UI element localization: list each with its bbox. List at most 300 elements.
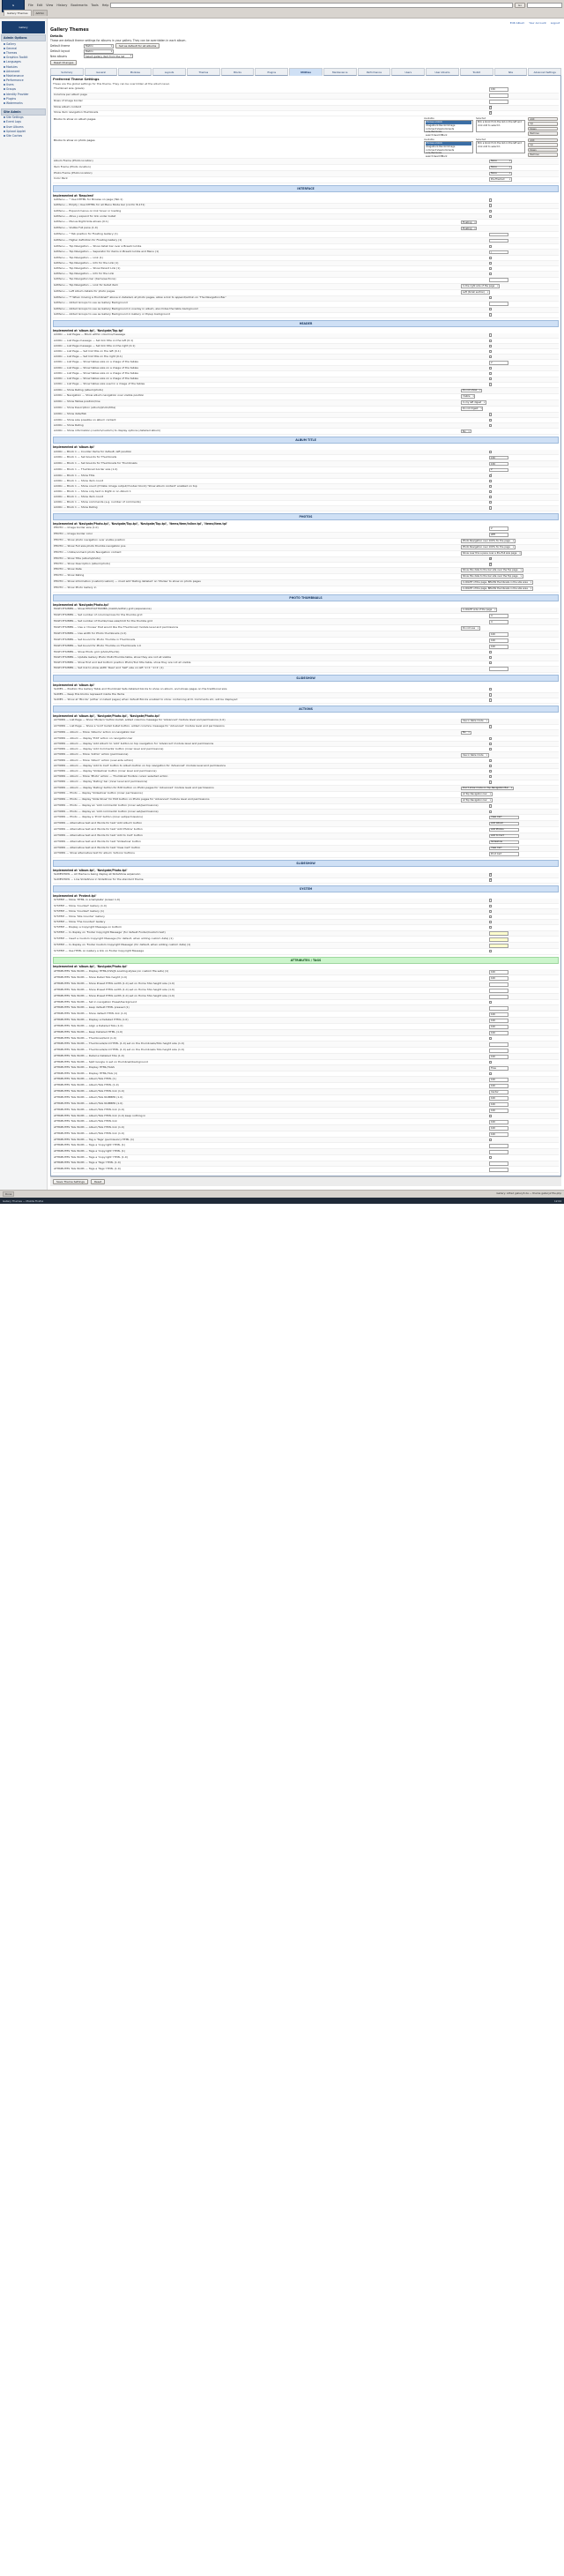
setting-label: MULTI-THUMBS — Set number of columns/rows for the thumbs grid	[54, 613, 143, 617]
setting-select[interactable]: Don't show mode on Top Navigation Bar ▾	[461, 787, 514, 791]
menu-tools[interactable]: Tools	[91, 3, 99, 7]
setting-value	[489, 333, 558, 336]
setting-select[interactable]: Floating ▾	[461, 227, 477, 231]
tab-general[interactable]: General	[85, 68, 118, 75]
setting-row	[53, 284, 559, 290]
option-item-links[interactable]: core.ItemLinks	[426, 152, 442, 155]
setting-input[interactable]: 100	[489, 1084, 508, 1088]
album-blocks-label: Blocks to show on album pages	[54, 116, 96, 121]
sidebar-item-label: Modules	[6, 64, 18, 69]
setting-input[interactable]	[489, 982, 508, 987]
tab-toolkit[interactable]: Toolkit	[460, 68, 494, 75]
setting-input[interactable]: /	[489, 250, 508, 255]
setting-checkbox[interactable]	[489, 506, 492, 509]
setting-checkbox[interactable]	[489, 804, 492, 807]
setting-input[interactable]: Slideshow	[489, 840, 519, 845]
show-album-content-checkbox[interactable]	[489, 106, 492, 108]
setting-checkbox[interactable]	[489, 424, 492, 427]
browser-menu[interactable]	[26, 4, 108, 7]
setting-checkbox[interactable]	[489, 651, 492, 653]
sidebar-item-watermarks[interactable]	[1, 101, 46, 105]
setting-input[interactable]: Tiles	[489, 1066, 508, 1071]
setting-row	[53, 93, 559, 100]
setting-select[interactable]: Floating ▾	[461, 220, 477, 225]
setting-checkbox[interactable]	[489, 215, 492, 218]
remove-block-button[interactable]: Remove	[528, 131, 558, 136]
bullet-icon	[4, 131, 5, 132]
rows-image-border-input[interactable]	[489, 100, 508, 104]
setting-input[interactable]: 100	[489, 638, 508, 643]
setting-value	[489, 1025, 558, 1029]
menu-bookmarks[interactable]: Bookmarks	[70, 3, 88, 7]
setting-value	[461, 574, 558, 579]
save-theme-settings-button[interactable]: Save Theme Settings	[53, 1179, 88, 1184]
setting-checkbox[interactable]	[489, 245, 492, 248]
setting-value[interactable]	[489, 87, 558, 92]
tab-utilities[interactable]: Utilities	[289, 68, 323, 75]
setting-label: ACTIONS — Album — display 'Add Album' to 'Add' button on top navigation for 'Advanced' module level and permissions	[54, 741, 214, 745]
setting-input[interactable]: 100	[489, 976, 508, 981]
setting-input[interactable]: 100	[489, 1126, 508, 1131]
address-bar[interactable]	[110, 3, 513, 8]
setting-input[interactable]: 100	[489, 970, 508, 974]
setting-input[interactable]: 100	[489, 645, 508, 649]
item-frame-select[interactable]: None ▾	[489, 166, 512, 170]
setting-value[interactable]	[489, 93, 558, 98]
setting-checkbox[interactable]	[489, 262, 492, 265]
setting-select[interactable]: Do not show ▾	[461, 389, 482, 393]
setting-select[interactable]: Visible ▾	[461, 394, 475, 399]
setting-input[interactable]	[489, 931, 508, 936]
tab-blocks[interactable]: Blocks	[221, 68, 255, 75]
setting-select[interactable]: Use in table mode ▾	[461, 719, 489, 723]
setting-input[interactable]: 100	[489, 632, 508, 637]
setting-input[interactable]	[489, 937, 508, 942]
setting-checkbox[interactable]	[489, 313, 492, 316]
setting-value	[461, 545, 558, 549]
setting-row	[53, 551, 559, 557]
album-frame-select[interactable]: None ▾	[489, 160, 512, 164]
setting-checkbox[interactable]	[489, 1115, 492, 1117]
setting-input[interactable]	[489, 1006, 508, 1011]
setting-input[interactable]	[489, 278, 508, 282]
setting-select[interactable]: In my left digest ▾	[461, 400, 486, 405]
move-up-button[interactable]: Up	[528, 143, 558, 147]
setting-checkbox[interactable]	[489, 693, 492, 696]
setting-value	[489, 632, 558, 637]
setting-value	[489, 1012, 558, 1017]
tab-user-albums[interactable]: User Albums	[426, 68, 459, 75]
setting-value	[489, 828, 558, 833]
setting-input[interactable]: 100	[489, 1025, 508, 1029]
setting-label: G2Menu — Left Album details for photo pages	[54, 289, 115, 294]
option-view-comments[interactable]: comment.ViewComments	[426, 148, 455, 152]
setting-select[interactable]: Left (Small section) ▾	[461, 290, 490, 295]
setting-value	[489, 485, 558, 488]
bullet-icon	[4, 66, 5, 68]
option-item-links[interactable]: core.ItemLinks	[426, 131, 442, 134]
setting-value	[489, 496, 558, 498]
setting-input[interactable]: Print Cart	[489, 852, 519, 856]
browser-tab-gallery-themes[interactable]: Gallery Themes	[4, 10, 32, 16]
setting-input[interactable]: 100	[489, 1132, 508, 1137]
setting-input[interactable]: 4	[489, 614, 508, 618]
setting-input[interactable]: 2	[489, 526, 508, 531]
setting-input[interactable]: 150	[489, 462, 508, 467]
setting-checkbox[interactable]	[489, 656, 492, 659]
reset-changes-button[interactable]: Reset Changes	[50, 60, 77, 65]
setting-input[interactable]	[489, 239, 508, 243]
move-up-button[interactable]: Up	[528, 122, 558, 126]
tab-site[interactable]: Site	[494, 68, 528, 75]
setting-input[interactable]	[489, 995, 508, 999]
setting-label: ATTRIBUTES TAG Width — Align a Detailed TAG (1.0)	[54, 1023, 123, 1027]
setting-value	[489, 501, 558, 504]
option-choose-block[interactable]: Choose a block	[426, 142, 471, 146]
setting-checkbox[interactable]	[489, 210, 492, 213]
setting-checkbox[interactable]	[489, 878, 492, 881]
sidebar-item-label: Event Logs	[6, 120, 21, 124]
setting-select[interactable]: Do not use ▾	[461, 626, 480, 631]
setting-input[interactable]: 150	[489, 456, 508, 460]
setting-label: ATTRIBUTES TAG Width — Detail a Detailed TAG (1.0)	[54, 1053, 124, 1057]
setting-input[interactable]: Add Photos	[489, 828, 519, 833]
setting-checkbox[interactable]	[489, 748, 492, 750]
setting-checkbox[interactable]	[489, 775, 492, 778]
browser-tab-admin[interactable]: Admin	[33, 10, 48, 16]
setting-value	[489, 905, 558, 907]
setting-checkbox[interactable]	[489, 698, 492, 701]
setting-row	[53, 580, 559, 586]
photo-frame-select[interactable]: None ▾	[489, 172, 512, 176]
setting-checkbox[interactable]	[489, 1061, 492, 1064]
setting-value	[489, 1090, 558, 1094]
setting-checkbox[interactable]	[489, 688, 492, 691]
remove-block-button[interactable]: Remove	[528, 153, 558, 157]
setting-select[interactable]: Do not digest ▾	[461, 407, 483, 411]
tab-modules[interactable]: Modules	[118, 68, 152, 75]
setting-label: AddOn — Block 1 — Set bounds for Thumbnails for Thumbnails	[54, 460, 137, 465]
tab-summary[interactable]: Summary	[50, 68, 84, 75]
setting-input[interactable]: 100	[489, 1078, 508, 1082]
setting-label: ACTIONS — Photo — display 'Slide Show' for Edit button on Photo pages for 'Advanced' module level and permissions	[54, 797, 210, 802]
move-down-button[interactable]: Down	[528, 148, 558, 153]
setting-value	[489, 1126, 558, 1131]
search-input[interactable]	[527, 3, 562, 8]
setting-value[interactable]	[489, 106, 558, 108]
setting-value	[489, 313, 558, 316]
setting-value[interactable]	[489, 160, 558, 164]
link-logout[interactable]: Logout	[550, 21, 560, 25]
setting-checkbox[interactable]	[489, 899, 492, 901]
setting-checkbox[interactable]	[489, 950, 492, 952]
setting-checkbox[interactable]	[489, 725, 492, 728]
setting-checkbox[interactable]	[489, 480, 492, 482]
setting-checkbox[interactable]	[489, 204, 492, 206]
thumbnail-size-input[interactable]: 150	[489, 87, 508, 92]
setting-input[interactable]	[489, 667, 508, 671]
setting-checkbox[interactable]	[489, 296, 492, 299]
setting-value[interactable]	[489, 172, 558, 176]
setting-checkbox[interactable]	[489, 273, 492, 275]
default-layout-select[interactable]: Matrix ▾	[84, 49, 114, 54]
setting-select[interactable]: Use in table mode ▾	[461, 753, 489, 758]
setting-value	[489, 273, 558, 275]
setting-select[interactable]: Show this date to the bar site over the Top page ▾	[461, 568, 523, 572]
setting-value	[489, 296, 558, 299]
tab-advanced-settings[interactable]: Advanced Settings	[528, 68, 561, 75]
bullet-icon	[4, 71, 5, 72]
setting-value	[489, 302, 558, 306]
setting-input[interactable]: View Cart	[489, 816, 519, 820]
setting-select[interactable]: In RIGHT side of the page ▾	[461, 608, 497, 612]
option-random-image[interactable]: imageblock.RandomImage	[426, 124, 456, 128]
setting-input[interactable]: View Cart	[489, 847, 519, 851]
setting-checkbox[interactable]	[489, 474, 492, 477]
setting-input[interactable]	[489, 944, 508, 948]
setting-checkbox[interactable]	[489, 413, 492, 415]
tab-maintenance[interactable]: Maintenance	[323, 68, 357, 75]
setting-select[interactable]: Photo Navigation over 100% for the page ▾	[461, 545, 516, 549]
go-button[interactable]: Go	[515, 3, 525, 8]
setting-checkbox[interactable]	[489, 557, 492, 560]
setting-checkbox[interactable]	[489, 490, 492, 493]
setting-checkbox[interactable]	[489, 926, 492, 929]
columns-per-page-input[interactable]	[489, 93, 508, 98]
option-random-image[interactable]: imageblock.RandomImage	[426, 146, 456, 149]
setting-value	[489, 725, 558, 728]
setting-checkbox[interactable]	[489, 765, 492, 767]
available-listbox[interactable]	[424, 120, 473, 137]
setting-value[interactable]	[489, 177, 558, 182]
setting-value	[489, 1055, 558, 1059]
setting-checkbox[interactable]	[489, 563, 492, 565]
setting-label: MULTI-THUMBS — Use a 'choose' that would like the Thumbnail/ modals level and permissions	[54, 625, 179, 630]
setting-input[interactable]	[489, 1150, 508, 1154]
setting-value	[489, 847, 558, 851]
setting-value	[489, 926, 558, 929]
setting-checkbox[interactable]	[489, 451, 492, 453]
setting-label: PHOTO — Show Photo Gallery in	[54, 586, 97, 590]
group-bar-actions: ACTIONS	[53, 706, 559, 713]
setting-row	[53, 833, 559, 840]
sidebar-item-site-caches[interactable]	[1, 133, 46, 138]
setting-checkbox[interactable]	[489, 501, 492, 504]
setting-input[interactable]: Add to Cart	[489, 834, 519, 839]
option-search-block[interactable]: search.SearchBlock	[426, 154, 448, 158]
setting-row	[53, 1149, 559, 1155]
setting-input[interactable]: Add Album	[489, 822, 519, 826]
setting-input[interactable]	[489, 1168, 508, 1172]
setting-checkbox[interactable]	[489, 340, 492, 342]
link-your-account[interactable]: Your Account	[529, 21, 546, 25]
setting-input[interactable]: 100	[489, 1102, 508, 1107]
menu-help[interactable]: Help	[101, 3, 109, 7]
setting-checkbox[interactable]	[489, 496, 492, 498]
setting-checkbox[interactable]	[489, 308, 492, 310]
option-choose-block[interactable]: Choose a block	[426, 121, 471, 124]
setting-label: Show album content	[54, 105, 81, 109]
setting-input[interactable]: 100	[489, 1019, 508, 1023]
setting-checkbox[interactable]	[489, 419, 492, 422]
setting-checkbox[interactable]	[489, 377, 492, 380]
sidebar-item-label: Groups	[6, 87, 17, 92]
setting-input[interactable]: 100	[489, 1109, 508, 1113]
setting-label: SYSTEM — Display a Copyright Message on bottom	[54, 925, 122, 930]
setting-checkbox[interactable]	[489, 810, 492, 813]
setting-checkbox[interactable]	[489, 383, 492, 385]
setting-input[interactable]	[489, 989, 508, 993]
add-block-button[interactable]: Add	[528, 117, 558, 122]
setting-value	[489, 976, 558, 981]
group-bar-slideshow: SLIDESHOW	[53, 675, 559, 682]
setting-checkbox[interactable]	[489, 873, 492, 876]
setting-input[interactable]: 100	[489, 1120, 508, 1124]
default-theme-select[interactable]: Matrix ▾	[84, 44, 114, 49]
setting-value	[489, 1031, 558, 1035]
setting-checkbox[interactable]	[489, 367, 492, 370]
setting-input[interactable]	[489, 1049, 508, 1053]
menu-file[interactable]: File	[28, 3, 33, 7]
setting-value[interactable]	[489, 166, 558, 170]
setting-checkbox[interactable]	[489, 780, 492, 783]
menu-view[interactable]: View	[46, 3, 54, 7]
color-pack-select[interactable]: Pre-Themed ▾	[489, 177, 512, 182]
add-block-button[interactable]: Add	[528, 138, 558, 143]
setting-checkbox[interactable]	[489, 910, 492, 913]
setting-value[interactable]	[489, 111, 558, 114]
setting-input[interactable]	[489, 233, 508, 237]
setting-checkbox[interactable]	[489, 770, 492, 773]
setting-row	[53, 400, 559, 407]
setting-checkbox[interactable]	[489, 257, 492, 259]
option-search-block[interactable]: search.SearchBlock	[426, 133, 448, 137]
setting-checkbox[interactable]	[489, 350, 492, 353]
setting-input[interactable]	[489, 1042, 508, 1047]
setting-select[interactable]: In RIGHT of the page, BELOW thumbnails in the site area ▾	[461, 580, 533, 585]
show-item-nav-thumbs-checkbox[interactable]	[489, 111, 492, 114]
setting-input[interactable]	[489, 1144, 508, 1148]
tab-themes[interactable]: Themes	[187, 68, 220, 75]
selected-listbox[interactable]	[476, 141, 525, 153]
setting-input[interactable]: 2	[489, 361, 508, 365]
setting-row	[53, 1065, 559, 1071]
group-bar-interface: INTERFACE	[53, 185, 559, 192]
setting-label: PHOTO — Show photo navigation over visible position	[54, 538, 126, 542]
setting-select[interactable]: Photo Navigation over 100% for the page ▾	[461, 539, 516, 543]
theme-settings-subtitle: These are the global settings for this theme. They can be overridden at the album level.	[53, 81, 170, 86]
setting-value[interactable]	[489, 100, 558, 104]
setting-checkbox[interactable]	[489, 905, 492, 907]
setting-value	[489, 278, 558, 282]
setting-row	[53, 1048, 559, 1054]
selected-listbox[interactable]	[476, 120, 525, 132]
setting-checkbox[interactable]	[489, 355, 492, 358]
setting-checkbox[interactable]	[489, 485, 492, 488]
tab-performance[interactable]: Performance	[358, 68, 391, 75]
setting-label: ATTRIBUTES TAG Width — Display HTML/TAG (1)	[54, 1071, 118, 1076]
tab-plugins[interactable]: Plugins	[255, 68, 288, 75]
new-albums-select[interactable]: Select gallery item from the list ▾	[84, 54, 133, 58]
reset-button[interactable]: Reset	[91, 1179, 105, 1184]
setting-label: ACTIONS — Show alternative text for album 'Actions' buttons	[54, 851, 135, 855]
setting-value	[489, 383, 558, 385]
setting-select[interactable]: No ▾	[461, 429, 471, 434]
selected-hint: Pick a block from the list on the left and click Add to select it.	[478, 121, 522, 128]
setting-input[interactable]	[489, 302, 508, 306]
setting-row	[53, 625, 559, 631]
setting-label: ATTRIBUTES TAG Width — Thumbnail/Grid (1.0)	[54, 1035, 116, 1040]
setting-select[interactable]: Show over this a pane over a Pre-Full size page ▾	[461, 551, 522, 556]
setting-checkbox[interactable]	[489, 1139, 492, 1141]
setting-checkbox[interactable]	[489, 345, 492, 347]
setting-checkbox[interactable]	[489, 267, 492, 270]
setting-checkbox[interactable]	[489, 915, 492, 918]
setting-row	[53, 949, 559, 954]
taskbar-window-title[interactable]: Gallery Themes — Mozilla Firefox	[3, 1198, 44, 1203]
setting-label: ACTIONS — Album — display 'Add to Cart' button to Album button on top navigation for 'Advanced' module level and permissions	[54, 764, 226, 768]
setting-value	[461, 586, 558, 591]
setting-checkbox[interactable]	[489, 1072, 492, 1075]
tab-users[interactable]: Users	[391, 68, 425, 75]
setting-checkbox[interactable]	[489, 1037, 492, 1040]
setting-checkbox[interactable]	[489, 743, 492, 745]
setting-select[interactable]: at Top Navigation bar ▾	[461, 798, 493, 803]
setting-checkbox[interactable]	[489, 737, 492, 740]
setting-input[interactable]: 100	[489, 1055, 508, 1059]
setting-input[interactable]: 100	[489, 1031, 508, 1035]
move-down-button[interactable]: Down	[528, 127, 558, 131]
setting-checkbox[interactable]	[489, 921, 492, 923]
available-listbox[interactable]	[424, 141, 473, 158]
set-default-all-albums-button[interactable]: Set as default for all albums	[115, 43, 160, 49]
setting-label: AddOn — Show information (custom/custom) to display options (detailed album)	[54, 428, 161, 432]
setting-input[interactable]: 100	[489, 1012, 508, 1017]
setting-select[interactable]: No ▾	[461, 731, 471, 735]
setting-row	[53, 232, 559, 238]
tab-layouts[interactable]: Layouts	[152, 68, 186, 75]
setting-value	[489, 840, 558, 845]
setting-input[interactable]: 4	[489, 620, 508, 624]
setting-checkbox[interactable]	[489, 759, 492, 762]
setting-checkbox[interactable]	[489, 372, 492, 375]
setting-checkbox[interactable]	[489, 198, 492, 201]
setting-select[interactable]: at Top Navigation bar ▾	[461, 792, 493, 796]
setting-input[interactable]: #fff	[489, 533, 508, 537]
menu-edit[interactable]: Edit	[36, 3, 43, 7]
setting-select[interactable]: Show this date to the bar site over the Top page ▾	[461, 574, 523, 579]
setting-checkbox[interactable]	[489, 1001, 492, 1004]
option-view-comments[interactable]: comment.ViewComments	[426, 127, 455, 131]
setting-checkbox[interactable]	[489, 1156, 492, 1159]
setting-row	[53, 1143, 559, 1149]
setting-value	[461, 626, 558, 631]
setting-value	[489, 424, 558, 427]
link-edit-album[interactable]: Edit Album	[509, 21, 525, 25]
setting-input[interactable]: 100	[489, 1096, 508, 1101]
setting-row	[53, 1083, 559, 1089]
setting-select[interactable]: In the right side of the page ▾	[461, 284, 500, 288]
menu-history[interactable]: History	[56, 3, 68, 7]
setting-input[interactable]: Center	[489, 1090, 508, 1094]
setting-checkbox[interactable]	[489, 333, 492, 336]
setting-row	[53, 568, 559, 574]
group-impl-actions: Implemented at 'album.tpl', 'Navigate/Photo.tpl', 'Navigate/Photo.tpl'	[53, 713, 160, 718]
setting-select[interactable]: In RIGHT of the page, BELOW thumbnails in the site area ▾	[461, 586, 533, 591]
setting-input[interactable]: 2	[489, 468, 508, 473]
setting-input[interactable]	[489, 1161, 508, 1166]
setting-checkbox[interactable]	[489, 661, 492, 664]
